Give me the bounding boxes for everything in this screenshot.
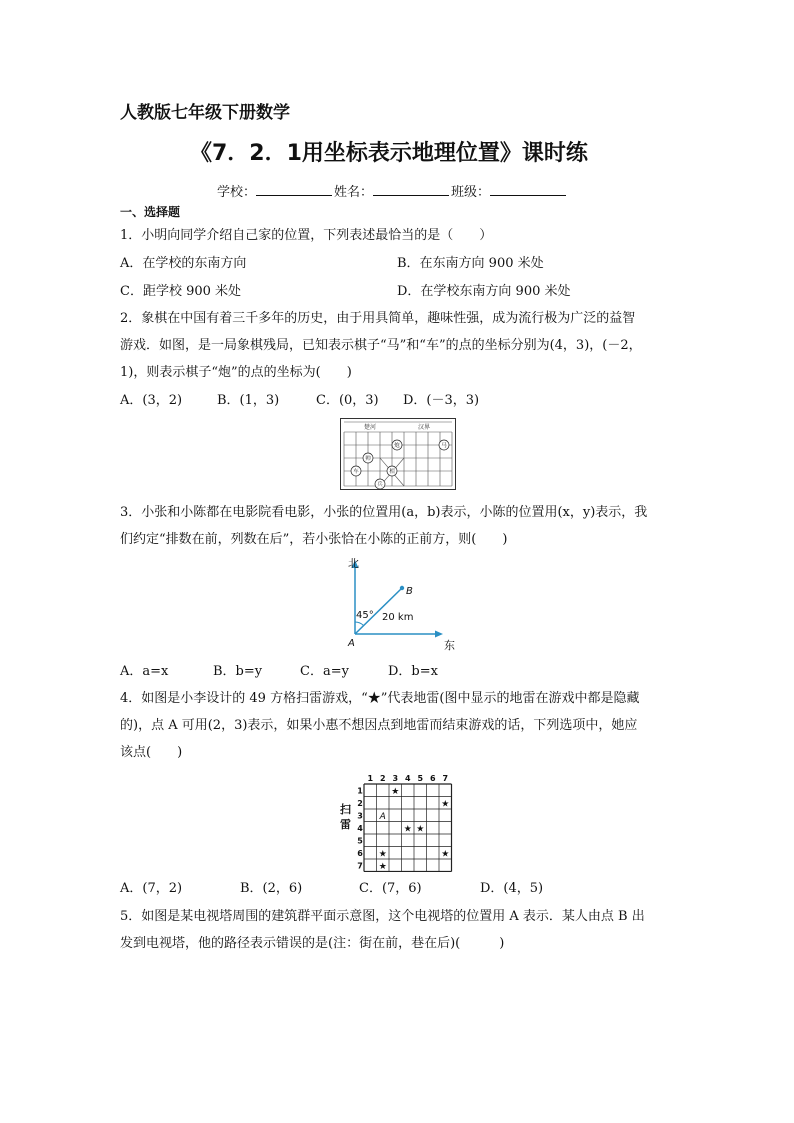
section-title: 一、选择题 (120, 205, 181, 219)
q2-stem-line-1: 2．象棋在中国有着三千多年的历史，由于用具简单，趣味性强，成为流行极为广泛的益智 (120, 311, 636, 326)
piece-che-label: 车 (353, 469, 359, 475)
q2-stem-line-2: 游戏．如图，是一局象棋残局，已知表示棋子“马”和“车”的点的坐标分别为(4，3)，(－2， (120, 338, 642, 353)
q4-option-c: C．(7，6) (359, 881, 422, 896)
q3-option-c: C．a=y (300, 664, 349, 679)
q1-option-c: C．距学校 900 米处 (120, 284, 242, 299)
distance-label: 20 km (382, 612, 414, 623)
col-label: 1 (367, 774, 374, 783)
q4-stem-line-1: 4．如图是小李设计的 49 方格扫雷游戏，“★”代表地雷(图中显示的地雷在游戏中都是隐藏 (120, 691, 640, 706)
side-label-sao: 扫 (340, 803, 351, 816)
q4-stem-line-2: 的)，点 A 可用(2，3)表示，如果小惠不想因点到地雷而结束游戏的话，下列选项中，她应 (120, 718, 638, 733)
east-label: 东 (444, 639, 455, 652)
q5-stem-line-2: 发到电视塔，他的路径表示错误的是(注：街在前，巷在后)( ) (120, 936, 505, 951)
col-label: 3 (392, 774, 399, 783)
side-label-lei: 雷 (340, 818, 351, 831)
school-label: 学校： (217, 185, 257, 200)
info-fields (217, 183, 568, 202)
angle-arc (355, 622, 364, 626)
col-label: 5 (417, 774, 424, 783)
q4-option-b: B．(2，6) (240, 881, 303, 896)
angle-label: 45° (356, 610, 374, 621)
grid-point-a-label: A (379, 811, 386, 822)
q3-stem-line-1: 3．小张和小陈都在电影院看电影，小张的位置用(a，b)表示，小陈的位置用(x，y)表示，我 (120, 505, 648, 520)
point-a-label: A (348, 638, 355, 649)
q4-option-d: D．(4，5) (480, 881, 544, 896)
class-blank (490, 183, 566, 196)
school-blank (256, 183, 332, 196)
mine-star-icon: ★ (416, 824, 425, 835)
mine-star-icon: ★ (391, 786, 400, 797)
row-label: 7 (357, 861, 363, 871)
q1-option-a: A．在学校的东南方向 (120, 256, 247, 271)
row-label: 2 (357, 798, 363, 808)
q4-option-a: A．(7，2) (120, 881, 183, 896)
class-label: 班级： (451, 185, 491, 200)
piece-pao-label: 炮 (394, 443, 400, 449)
direction-figure (340, 554, 460, 654)
q5-stem-line-1: 5．如图是某电视塔周围的建筑群平面示意图，这个电视塔的位置用 A 表示．某人由点 B 出 (120, 909, 645, 924)
minesweeper-figure (336, 770, 458, 872)
col-label: 2 (379, 774, 386, 783)
river-label-right: 汉界 (418, 424, 431, 431)
col-label: 4 (404, 774, 411, 783)
q3-option-d: D．b=x (388, 664, 438, 679)
piece-bing-label: 兵 (377, 482, 383, 488)
mine-star-icon: ★ (378, 849, 387, 860)
q1-option-d: D．在学校东南方向 900 米处 (397, 284, 571, 299)
east-arrow-icon (435, 631, 443, 638)
col-label: 6 (429, 774, 436, 783)
series-title: 人教版七年级下册数学 (120, 103, 290, 123)
river-label-left: 楚河 (364, 424, 377, 431)
mine-grid (357, 774, 451, 872)
row-label: 1 (357, 786, 363, 796)
mine-star-icon: ★ (441, 849, 450, 860)
q2-option-b: B．(1，3) (217, 393, 280, 408)
q3-option-a: A．a=x (120, 664, 169, 679)
row-label: 6 (357, 848, 363, 858)
col-label: 7 (442, 774, 449, 783)
north-label: 北 (348, 557, 359, 570)
row-label: 4 (357, 823, 363, 833)
page-title: 《7．2．1用坐标表示地理位置》课时练 (190, 141, 588, 166)
point-b-dot (400, 586, 404, 590)
q3-stem-line-2: 们约定“排数在前，列数在后”，若小张恰在小陈的正前方，则( ) (120, 532, 508, 547)
chess-board-figure (340, 418, 456, 490)
q2-option-a: A．(3，2) (120, 393, 183, 408)
q2-option-d: D．(－3，3) (403, 393, 480, 408)
q2-option-c: C．(0，3) (316, 393, 379, 408)
piece-shuai-label: 帅 (365, 456, 371, 462)
row-label: 5 (357, 836, 363, 846)
q1-option-b: B．在东南方向 900 米处 (397, 256, 544, 271)
mine-star-icon: ★ (441, 799, 450, 810)
mine-star-icon: ★ (403, 824, 412, 835)
point-b-label: B (406, 586, 413, 597)
q4-stem-line-3: 该点( ) (120, 745, 183, 760)
q2-stem-line-3: 1)，则表示棋子“炮”的点的坐标为( ) (120, 365, 352, 380)
piece-xiang-label: 相 (389, 469, 395, 475)
q1-stem: 1．小明向同学介绍自己家的位置，下列表述最恰当的是（ ） (120, 228, 493, 243)
name-label: 姓名： (334, 185, 374, 200)
name-blank (373, 183, 449, 196)
row-label: 3 (357, 811, 363, 821)
piece-ma-label: 马 (441, 443, 447, 449)
mine-star-icon: ★ (378, 861, 387, 872)
q3-option-b: B．b=y (213, 664, 263, 679)
